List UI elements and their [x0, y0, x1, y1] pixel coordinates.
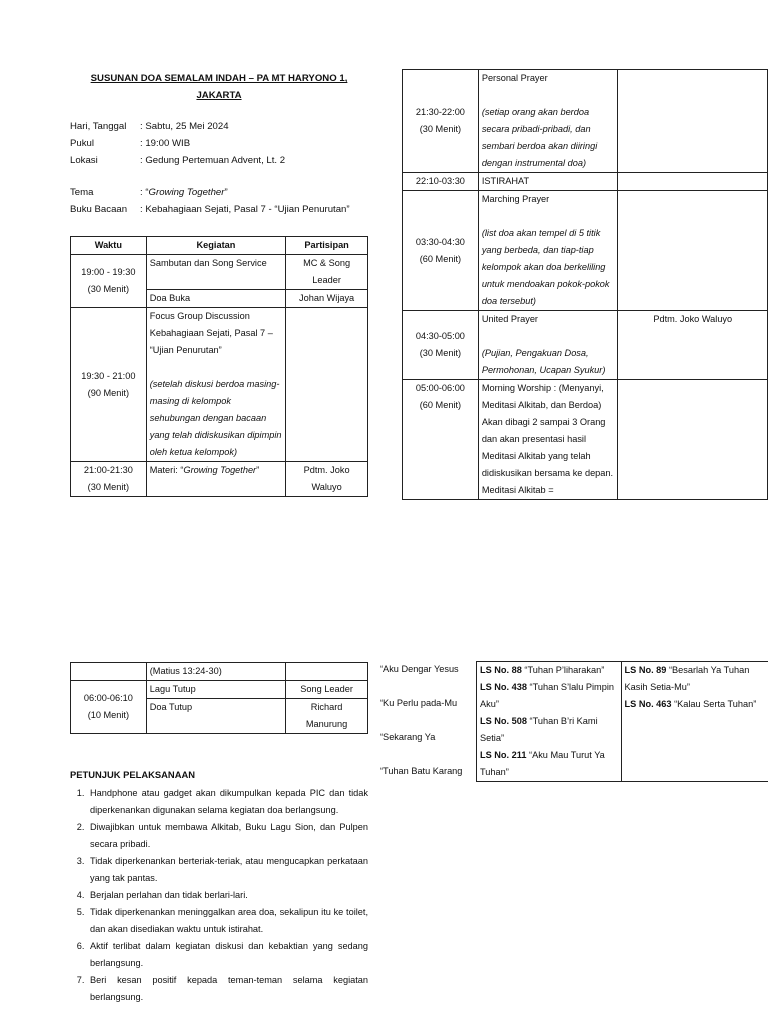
table-row [71, 255, 368, 290]
table-row [477, 662, 768, 782]
list-item: 1. Handphone atau gadget akan dikumpulkan kepada PIC dan tidak diperkenankan digunakan selama kegiatan doa berlangsung. [87, 785, 368, 819]
time-cell: 03:30-04:30 (60 Menit) [403, 191, 479, 311]
song-titles-left [380, 661, 476, 780]
info-row-location: Lokasi : Gedung Pertemuan Advent, Lt. 2 [70, 155, 286, 166]
document-title: SUSUNAN DOA SEMALAM INDAH – PA MT HARYONO 1, JAKARTA [90, 73, 348, 101]
info-row-date: Hari, Tanggal : Sabtu, 25 Mei 2024 [70, 121, 229, 132]
song-entry: LS No. 508 “Tuhan B’ri Kami Setia” [480, 716, 598, 743]
table-row [71, 663, 368, 681]
list-item: 5. Tidak diperkenankan meninggalkan area doa, sekalipun itu ke toilet, dan akan disediakan waktu untuk istirahat. [87, 904, 368, 938]
instructions-heading: PETUNJUK PELAKSANAAN [70, 769, 196, 780]
theme-info [70, 184, 350, 218]
schedule-table-3 [70, 662, 368, 734]
instructions-section [70, 766, 368, 1006]
info-row-reading: Buku Bacaan : Kebahagiaan Sejati, Pasal 7 - “Ujian Penurutan” [70, 204, 350, 215]
participant-cell [618, 380, 768, 500]
participant-cell: MC & Song Leader [286, 255, 368, 290]
participant-cell [286, 663, 368, 681]
info-row-time: Pukul : 19:00 WIB [70, 138, 191, 149]
list-item: 4. Berjalan perlahan dan tidak berlari-lari. [87, 887, 368, 904]
participant-cell: Pdtm. Joko Waluyo [286, 462, 368, 497]
info-row-theme: Tema : “Growing Together” [70, 187, 228, 198]
table-row [403, 311, 768, 380]
song-title: “Tuhan Batu Karang [380, 766, 463, 776]
time-cell: 21:30-22:00 (30 Menit) [403, 70, 479, 173]
activity-cell: Focus Group Discussion Kebahagiaan Sejati, Pasal 7 – “Ujian Penurutan” (setelah diskusi berdoa masing-masing di kelompok sehubungan dengan bacaan yang telah didiskusikan dipimpin oleh ketua kelompok) [146, 308, 285, 462]
time-cell: 06:00-06:10 (10 Menit) [71, 681, 147, 734]
list-item: 3. Tidak diperkenankan berteriak-teriak, atau mengucapkan perkataan yang tak pantas. [87, 853, 368, 887]
activity-cell: Lagu Tutup [146, 681, 285, 699]
activity-cell: ISTIRAHAT [478, 173, 618, 191]
activity-cell: (Matius 13:24-30) [146, 663, 285, 681]
participant-cell: Pdtm. Joko Waluyo [618, 311, 768, 380]
col-header-waktu: Waktu [71, 237, 147, 255]
table-row [71, 308, 368, 462]
table-row [403, 191, 768, 311]
table-row [403, 70, 768, 173]
participant-cell [286, 308, 368, 462]
time-cell: 04:30-05:00 (30 Menit) [403, 311, 479, 380]
activity-cell: Materi: “Growing Together” [146, 462, 285, 497]
song-title: “Sekarang Ya [380, 732, 436, 742]
activity-cell: Morning Worship : (Menyanyi, Meditasi Alkitab, dan Berdoa) Akan dibagi 2 sampai 3 Orang dan akan presentasi hasil Meditasi Alkitab yang telah didiskusikan bersama ke depan. Meditasi Alkitab = [478, 380, 618, 500]
song-list-right [621, 662, 768, 782]
song-title: “Aku Dengar Yesus [380, 664, 459, 674]
participant-cell [618, 70, 768, 173]
col-header-kegiatan: Kegiatan [146, 237, 285, 255]
time-cell: 22:10-03:30 [403, 173, 479, 191]
list-item: 2. Diwajibkan untuk membawa Alkitab, Buku Lagu Sion, dan Pulpen secara pribadi. [87, 819, 368, 853]
activity-cell: Doa Tutup [146, 699, 285, 734]
instructions-list [70, 785, 368, 1006]
participant-cell: Song Leader [286, 681, 368, 699]
song-entry: LS No. 88 “Tuhan P’liharakan” [480, 665, 605, 675]
event-info [70, 118, 285, 169]
schedule-table-1 [70, 236, 368, 497]
table-row [71, 462, 368, 497]
song-list-table [476, 661, 768, 782]
table-row [403, 173, 768, 191]
song-entry: LS No. 463 “Kalau Serta Tuhan” [624, 699, 757, 709]
participant-cell [618, 191, 768, 311]
participant-cell: Johan Wijaya [286, 290, 368, 308]
time-cell [71, 663, 147, 681]
participant-cell [618, 173, 768, 191]
table-row [71, 681, 368, 699]
list-item: 6. Aktif terlibat dalam kegiatan diskusi dan kebaktian yang sedang berlangsung. [87, 938, 368, 972]
list-item: 7. Beri kesan positif kepada teman-teman selama kegiatan berlangsung. [87, 972, 368, 1006]
activity-cell: United Prayer (Pujian, Pengakuan Dosa, Permohonan, Ucapan Syukur) [478, 311, 618, 380]
song-entry: LS No. 438 “Tuhan S’lalu Pimpin Aku” [480, 682, 614, 709]
song-entry: LS No. 211 “Aku Mau Turut Ya Tuhan” [480, 750, 605, 777]
song-entry: LS No. 89 “Besarlah Ya Tuhan Kasih Setia-Mu” [624, 665, 750, 692]
participant-cell: Richard Manurung [286, 699, 368, 734]
table-row [403, 380, 768, 500]
song-list-mid [477, 662, 622, 782]
schedule-table-2 [402, 69, 768, 500]
song-title: “Ku Perlu pada-Mu [380, 698, 458, 708]
activity-cell: Marching Prayer (list doa akan tempel di 5 titik yang berbeda, dan tiap-tiap kelompok akan doa berkeliling untuk mendoakan pokok-pokok doa tersebut) [478, 191, 618, 311]
activity-cell: Personal Prayer (setiap orang akan berdoa secara pribadi-pribadi, dan sembari berdoa akan diiringi dengan instrumental doa) [478, 70, 618, 173]
time-cell: 05:00-06:00 (60 Menit) [403, 380, 479, 500]
activity-cell: Doa Buka [146, 290, 285, 308]
time-cell: 21:00-21:30 (30 Menit) [71, 462, 147, 497]
time-cell: 19:00 - 19:30 (30 Menit) [71, 255, 147, 308]
col-header-partisipan: Partisipan [286, 237, 368, 255]
time-cell: 19:30 - 21:00 (90 Menit) [71, 308, 147, 462]
activity-cell: Sambutan dan Song Service [146, 255, 285, 290]
